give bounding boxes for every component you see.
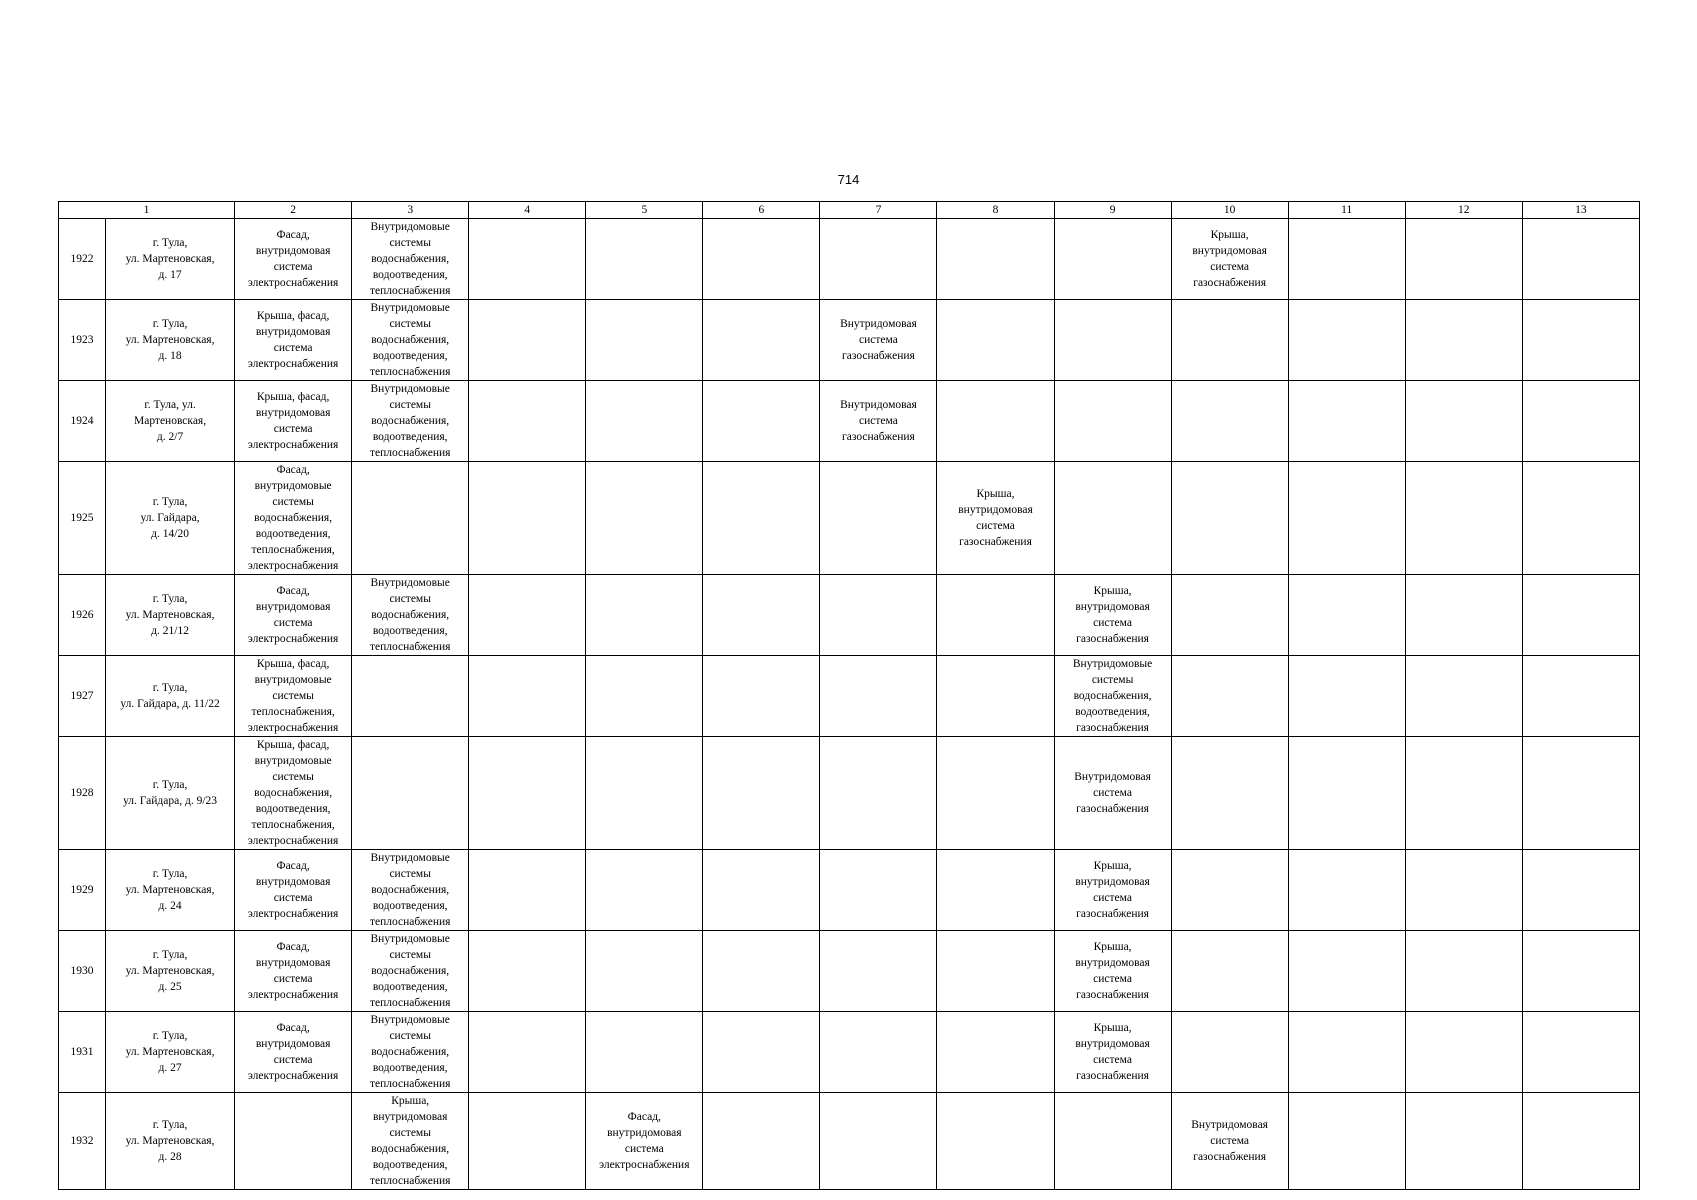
work-cell-col6	[703, 381, 820, 462]
work-cell-col10	[1171, 931, 1288, 1012]
column-header: 4	[469, 202, 586, 219]
work-cell-col4	[469, 850, 586, 931]
work-cell-col6	[703, 656, 820, 737]
work-cell-col12	[1405, 381, 1522, 462]
work-cell-col2	[235, 931, 352, 1012]
work-cell-col11	[1288, 850, 1405, 931]
row-number-cell	[59, 381, 106, 462]
work-cell-col2	[235, 1012, 352, 1093]
work-cell-col6	[703, 219, 820, 300]
work-cell-col2	[235, 656, 352, 737]
column-header: 11	[1288, 202, 1405, 219]
work-cell-col4	[469, 575, 586, 656]
work-cell-col8	[937, 381, 1054, 462]
row-number: 1932	[70, 1135, 94, 1147]
row-number-cell	[59, 1093, 106, 1190]
work-description: Фасад, внутридомовая система электроснабжения	[247, 229, 339, 289]
address-cell	[106, 381, 235, 462]
work-cell-col10	[1171, 575, 1288, 656]
work-cell-col13	[1522, 462, 1639, 575]
work-description: Крыша, внутридомовая система газоснабжения	[1075, 1022, 1150, 1082]
column-header: 3	[352, 202, 469, 219]
work-cell-col12	[1405, 656, 1522, 737]
work-description: Фасад, внутридомовая система электроснабжения	[247, 941, 339, 1001]
work-cell-col11	[1288, 381, 1405, 462]
work-cell-col4	[469, 1012, 586, 1093]
work-cell-col4	[469, 462, 586, 575]
work-cell-col11	[1288, 931, 1405, 1012]
work-cell-col3	[352, 300, 469, 381]
work-cell-col8	[937, 575, 1054, 656]
row-number: 1930	[70, 965, 94, 977]
table-row	[59, 1012, 1640, 1093]
work-cell-col9	[1054, 300, 1171, 381]
row-number: 1925	[70, 512, 94, 524]
work-cell-col12	[1405, 1093, 1522, 1190]
row-number-cell	[59, 737, 106, 850]
work-cell-col9	[1054, 1093, 1171, 1190]
work-cell-col2	[235, 381, 352, 462]
work-cell-col2	[235, 737, 352, 850]
work-cell-col11	[1288, 1012, 1405, 1093]
work-cell-col8	[937, 850, 1054, 931]
work-cell-col2	[235, 850, 352, 931]
row-number-cell	[59, 656, 106, 737]
work-description: Крыша, фасад, внутридомовые системы теплоснабжения, электроснабжения	[247, 658, 339, 734]
work-cell-col10	[1171, 737, 1288, 850]
work-cell-col6	[703, 737, 820, 850]
work-cell-col2	[235, 219, 352, 300]
work-cell-col2	[235, 300, 352, 381]
row-number-cell	[59, 931, 106, 1012]
work-cell-col7	[820, 575, 937, 656]
work-cell-col7	[820, 850, 937, 931]
row-number: 1927	[70, 690, 94, 702]
work-cell-col11	[1288, 737, 1405, 850]
work-cell-col6	[703, 931, 820, 1012]
address-cell	[106, 1012, 235, 1093]
work-cell-col8	[937, 219, 1054, 300]
work-description: Крыша, внутридомовая система газоснабжения	[1075, 941, 1150, 1001]
work-cell-col10	[1171, 850, 1288, 931]
work-description: Крыша, внутридомовая системы водоснабжения, водоотведения, теплоснабжения	[369, 1095, 451, 1187]
work-cell-col10	[1171, 381, 1288, 462]
work-cell-col9	[1054, 462, 1171, 575]
column-header: 12	[1405, 202, 1522, 219]
work-cell-col5	[586, 737, 703, 850]
work-cell-col4	[469, 656, 586, 737]
row-number-cell	[59, 219, 106, 300]
work-cell-col12	[1405, 850, 1522, 931]
work-cell-col4	[469, 381, 586, 462]
work-cell-col3	[352, 462, 469, 575]
address-cell	[106, 850, 235, 931]
column-header: 6	[703, 202, 820, 219]
address-text: г. Тула, ул. Мартеновская, д. 21/12	[125, 593, 215, 637]
address-text: г. Тула, ул. Мартеновская, д. 24	[125, 868, 215, 912]
column-header: 7	[820, 202, 937, 219]
work-cell-col5	[586, 850, 703, 931]
row-number: 1923	[70, 334, 94, 346]
work-description: Внутридомовая система газоснабжения	[1074, 771, 1151, 815]
column-header: 2	[235, 202, 352, 219]
work-cell-col4	[469, 300, 586, 381]
work-cell-col9	[1054, 931, 1171, 1012]
work-cell-col4	[469, 1093, 586, 1190]
work-cell-col7	[820, 656, 937, 737]
work-cell-col11	[1288, 300, 1405, 381]
work-description: Крыша, внутридомовая система газоснабжения	[1075, 860, 1150, 920]
work-cell-col8	[937, 1093, 1054, 1190]
address-text: г. Тула, ул. Гайдара, д. 11/22	[120, 682, 220, 710]
work-cell-col13	[1522, 656, 1639, 737]
work-description: Крыша, внутридомовая система газоснабжения	[1192, 229, 1267, 289]
table-row	[59, 219, 1640, 300]
work-description: Внутридомовые системы водоснабжения, водоотведения, теплоснабжения	[369, 852, 451, 928]
address-text: г. Тула, ул. Мартеновская, д. 28	[125, 1119, 215, 1163]
work-cell-col4	[469, 219, 586, 300]
work-cell-col11	[1288, 219, 1405, 300]
work-cell-col8	[937, 656, 1054, 737]
work-cell-col3	[352, 219, 469, 300]
table-row	[59, 462, 1640, 575]
work-cell-col5	[586, 931, 703, 1012]
work-cell-col13	[1522, 931, 1639, 1012]
work-cell-col11	[1288, 462, 1405, 575]
row-number: 1922	[70, 253, 94, 265]
column-header: 9	[1054, 202, 1171, 219]
work-cell-col9	[1054, 737, 1171, 850]
page-number: 714	[837, 172, 860, 187]
work-cell-col5	[586, 656, 703, 737]
work-cell-col12	[1405, 219, 1522, 300]
work-description: Внутридомовые системы водоснабжения, водоотведения, теплоснабжения	[369, 302, 451, 378]
table-row	[59, 931, 1640, 1012]
address-text: г. Тула, ул. Гайдара, д. 9/23	[123, 779, 218, 807]
work-cell-col13	[1522, 1093, 1639, 1190]
work-cell-col8	[937, 737, 1054, 850]
work-cell-col12	[1405, 1012, 1522, 1093]
work-description: Крыша, фасад, внутридомовая система электроснабжения	[247, 310, 339, 370]
table-row	[59, 300, 1640, 381]
work-cell-col8	[937, 931, 1054, 1012]
address-cell	[106, 931, 235, 1012]
work-cell-col11	[1288, 656, 1405, 737]
work-description: Фасад, внутридомовая система электроснабжения	[599, 1111, 690, 1171]
work-cell-col2	[235, 575, 352, 656]
work-description: Фасад, внутридомовые системы водоснабжения, водоотведения, теплоснабжения, электроснабжения	[247, 464, 339, 572]
work-cell-col13	[1522, 737, 1639, 850]
work-description: Фасад, внутридомовая система электроснабжения	[247, 860, 339, 920]
table-row	[59, 575, 1640, 656]
work-cell-col10	[1171, 300, 1288, 381]
work-cell-col11	[1288, 575, 1405, 656]
work-description: Внутридомовые системы водоснабжения, водоотведения, теплоснабжения	[369, 577, 451, 653]
work-cell-col9	[1054, 850, 1171, 931]
work-cell-col3	[352, 850, 469, 931]
work-cell-col10	[1171, 1012, 1288, 1093]
work-cell-col13	[1522, 1012, 1639, 1093]
work-cell-col6	[703, 850, 820, 931]
work-cell-col5	[586, 300, 703, 381]
work-cell-col12	[1405, 575, 1522, 656]
row-number: 1929	[70, 884, 94, 896]
work-cell-col3	[352, 381, 469, 462]
column-header: 1	[59, 202, 235, 219]
work-cell-col11	[1288, 1093, 1405, 1190]
work-description: Внутридомовая система газоснабжения	[1191, 1119, 1268, 1163]
address-text: г. Тула, ул. Мартеновская, д. 17	[125, 237, 215, 281]
work-cell-col6	[703, 300, 820, 381]
table-row	[59, 850, 1640, 931]
work-cell-col8	[937, 462, 1054, 575]
work-cell-col6	[703, 1093, 820, 1190]
work-cell-col12	[1405, 462, 1522, 575]
work-cell-col13	[1522, 575, 1639, 656]
work-cell-col10	[1171, 656, 1288, 737]
address-text: г. Тула, ул. Гайдара, д. 14/20	[140, 496, 200, 540]
work-cell-col9	[1054, 381, 1171, 462]
work-description: Фасад, внутридомовая система электроснабжения	[247, 1022, 339, 1082]
header-row	[59, 202, 1640, 219]
table-row	[59, 381, 1640, 462]
work-cell-col12	[1405, 737, 1522, 850]
work-cell-col7	[820, 462, 937, 575]
work-cell-col6	[703, 462, 820, 575]
work-description: Крыша, фасад, внутридомовые системы водоснабжения, водоотведения, теплоснабжения, электроснабжения	[247, 739, 339, 847]
work-cell-col3	[352, 737, 469, 850]
work-cell-col3	[352, 1012, 469, 1093]
work-cell-col4	[469, 931, 586, 1012]
work-description: Внутридомовая система газоснабжения	[840, 318, 917, 362]
work-cell-col5	[586, 1012, 703, 1093]
work-description: Внутридомовые системы водоснабжения, водоотведения, теплоснабжения	[369, 1014, 451, 1090]
work-description: Крыша, фасад, внутридомовая система электроснабжения	[247, 391, 339, 451]
work-cell-col4	[469, 737, 586, 850]
table-row	[59, 1093, 1640, 1190]
work-cell-col13	[1522, 850, 1639, 931]
work-cell-col9	[1054, 656, 1171, 737]
address-cell	[106, 219, 235, 300]
table-row	[59, 656, 1640, 737]
work-cell-col5	[586, 381, 703, 462]
work-cell-col8	[937, 300, 1054, 381]
work-cell-col2	[235, 1093, 352, 1190]
work-cell-col7	[820, 1012, 937, 1093]
table-row	[59, 737, 1640, 850]
row-number-cell	[59, 462, 106, 575]
column-header: 5	[586, 202, 703, 219]
column-header: 8	[937, 202, 1054, 219]
work-cell-col9	[1054, 219, 1171, 300]
work-description: Внутридомовые системы водоснабжения, водоотведения, теплоснабжения	[369, 933, 451, 1009]
work-cell-col9	[1054, 1012, 1171, 1093]
work-cell-col5	[586, 1093, 703, 1190]
row-number-cell	[59, 575, 106, 656]
work-description: Внутридомовые системы водоснабжения, водоотведения, газоснабжения	[1072, 658, 1153, 734]
work-description: Крыша, внутридомовая система газоснабжения	[1075, 585, 1150, 645]
work-cell-col7	[820, 381, 937, 462]
address-text: г. Тула, ул. Мартеновская, д. 25	[125, 949, 215, 993]
work-cell-col13	[1522, 300, 1639, 381]
row-number-cell	[59, 1012, 106, 1093]
address-cell	[106, 575, 235, 656]
work-description: Внутридомовая система газоснабжения	[840, 399, 917, 443]
work-description: Внутридомовые системы водоснабжения, водоотведения, теплоснабжения	[369, 383, 451, 459]
work-cell-col13	[1522, 219, 1639, 300]
work-cell-col7	[820, 931, 937, 1012]
work-cell-col7	[820, 1093, 937, 1190]
work-schedule-table	[58, 201, 1640, 1190]
work-cell-col5	[586, 575, 703, 656]
address-text: г. Тула, ул. Мартеновская, д. 18	[125, 318, 215, 362]
work-cell-col12	[1405, 300, 1522, 381]
row-number: 1931	[70, 1046, 94, 1058]
row-number-cell	[59, 850, 106, 931]
address-text: г. Тула, ул. Мартеновская, д. 27	[125, 1030, 215, 1074]
work-cell-col9	[1054, 575, 1171, 656]
row-number: 1928	[70, 787, 94, 799]
work-cell-col3	[352, 931, 469, 1012]
column-header: 13	[1522, 202, 1639, 219]
work-cell-col10	[1171, 1093, 1288, 1190]
work-cell-col3	[352, 656, 469, 737]
row-number-cell	[59, 300, 106, 381]
work-cell-col12	[1405, 931, 1522, 1012]
work-cell-col5	[586, 219, 703, 300]
address-cell	[106, 300, 235, 381]
address-cell	[106, 1093, 235, 1190]
work-cell-col2	[235, 462, 352, 575]
work-cell-col7	[820, 219, 937, 300]
work-cell-col7	[820, 737, 937, 850]
row-number: 1926	[70, 609, 94, 621]
work-cell-col6	[703, 575, 820, 656]
work-cell-col7	[820, 300, 937, 381]
address-cell	[106, 656, 235, 737]
address-cell	[106, 737, 235, 850]
work-cell-col3	[352, 1093, 469, 1190]
work-cell-col8	[937, 1012, 1054, 1093]
work-cell-col3	[352, 575, 469, 656]
address-cell	[106, 462, 235, 575]
work-cell-col6	[703, 1012, 820, 1093]
work-cell-col5	[586, 462, 703, 575]
row-number: 1924	[70, 415, 94, 427]
work-description: Внутридомовые системы водоснабжения, водоотведения, теплоснабжения	[369, 221, 451, 297]
work-cell-col10	[1171, 462, 1288, 575]
work-description: Крыша, внутридомовая система газоснабжения	[958, 488, 1033, 548]
column-header: 10	[1171, 202, 1288, 219]
work-cell-col13	[1522, 381, 1639, 462]
address-text: г. Тула, ул. Мартеновская, д. 2/7	[133, 399, 207, 443]
work-cell-col10	[1171, 219, 1288, 300]
work-description: Фасад, внутридомовая система электроснабжения	[247, 585, 339, 645]
